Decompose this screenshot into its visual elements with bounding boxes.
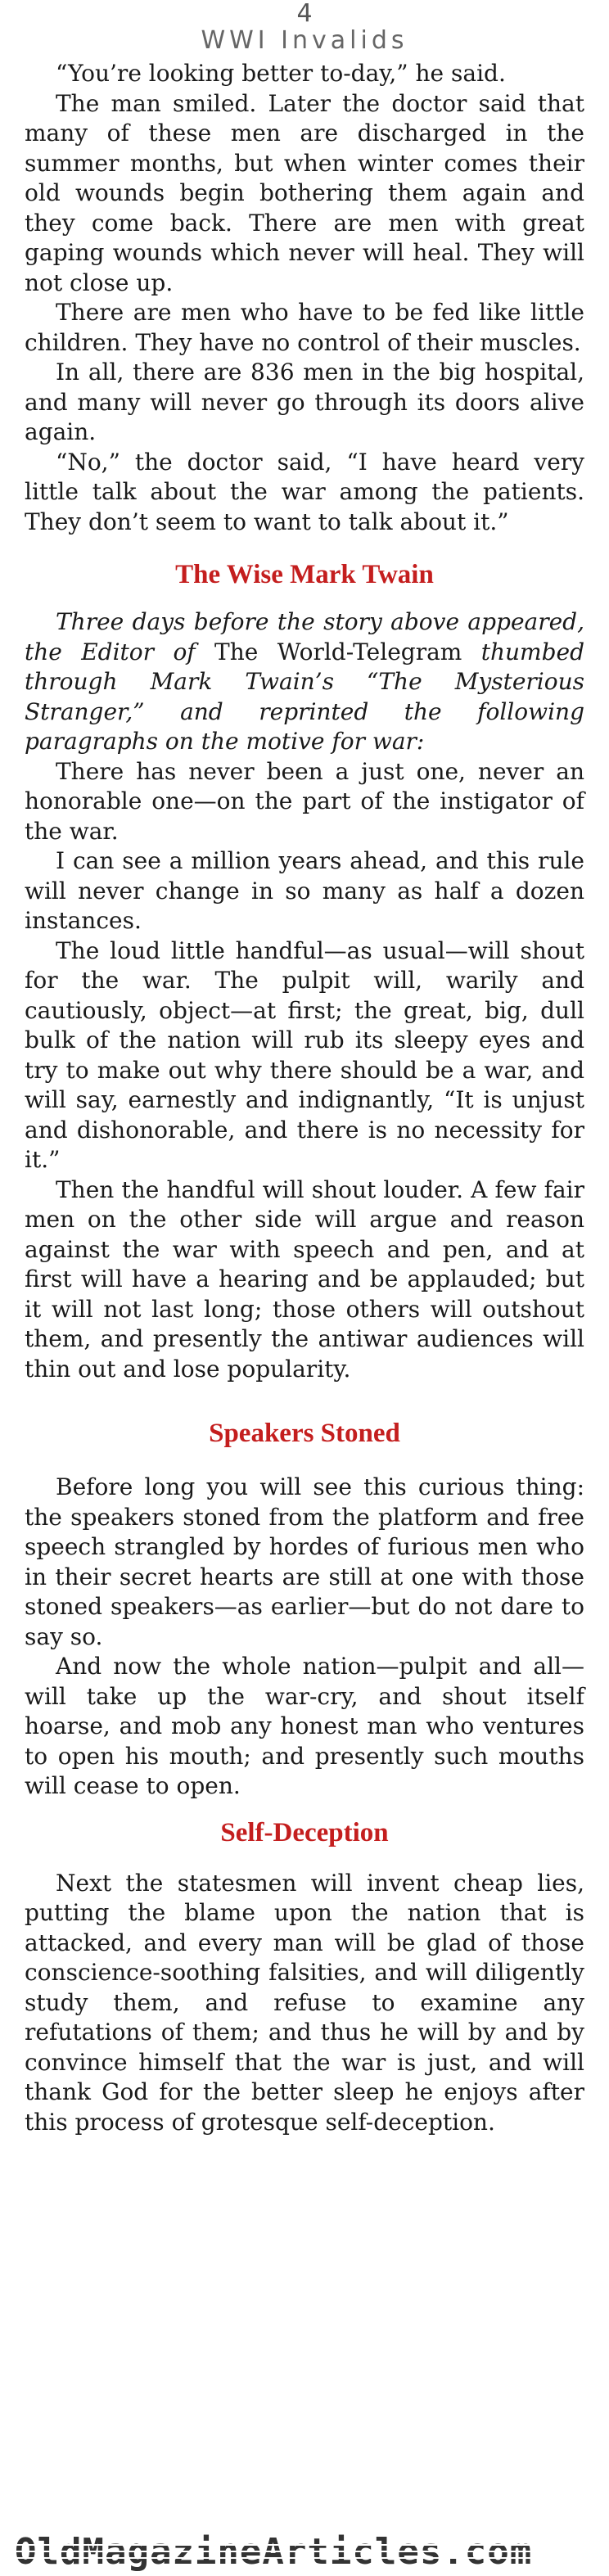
quote-paragraph: The loud little handful—as usual—will shout for the war. The pulpit will, warily and cautiously, object—at first; the great, big, dull bulk of the nation will rub its sleepy eyes and try to make out why there should be a war, and will say, earnestly and indignantly, “It is unjust and dishonorable, and there is no necessity for it.” [25, 936, 584, 1173]
lead-text-part1: Three days before the story above appeared, the Editor of [25, 608, 584, 665]
quote-paragraph: I can see a million years ahead, and this rule will never change in so many as half a dozen instances. [25, 847, 584, 934]
site-footer [0, 2529, 609, 2576]
speakers-stoned-section [25, 1473, 584, 1802]
intro-paragraph: “You’re looking better to-day,” he said. [56, 60, 506, 87]
intro-paragraph: The man smiled. Later the doctor said that many of these men are discharged in the summer months, but when winter comes their old wounds begin bothering them again and they come back. There are men with great gaping wounds which never will heal. They will not close up. [25, 89, 584, 296]
mark-twain-section [25, 607, 584, 1384]
section-heading-self-deception: Self-Deception [220, 1817, 389, 1847]
site-name-wordmark [15, 2529, 532, 2575]
wordmark-stripe [0, 2557, 609, 2559]
quote-paragraph: And now the whole nation—pulpit and all—will take up the war-cry, and shout itself hoarse, and mob any honest man who ventures to open his mouth; and presently such mouths will cease to open. [25, 1653, 584, 1799]
intro-section [25, 59, 584, 537]
quote-paragraph: Next the statesmen will invent cheap lies, putting the blame upon the nation that is attacked, and every man will be glad of those conscience-soothing falsities, and will diligently study them, and refuse to examine any refutations of them; and thus he will by and by convince himself that the war is just, and will thank God for the better sleep he enjoys after this process of grotesque self-deception. [25, 1869, 584, 2136]
article-page [25, 0, 584, 2137]
quote-paragraph: There has never been a just one, never an honorable one—on the part of the instigator of the war. [25, 757, 584, 845]
page-title: WWI Invalids [201, 26, 408, 55]
wordmark-stripe [0, 2544, 609, 2546]
lead-text-part2: thumbed through Mark Twain’s “The Mysterious Stranger,” and reprinted the following paragraphs on the motive for war: [25, 638, 584, 755]
quote-paragraph: Before long you will see this curious thing: the speakers stoned from the platform and free speech strangled by hordes of furious men who in their secret hearts are still at one with those stoned speakers—as earlier—but do not dare to say so. [25, 1473, 584, 1650]
quote-paragraph: Then the handful will shout louder. A few fair men on the other side will argue and reason against the war with speech and pen, and at first will have a hearing and be applauded; but it will not last long; those others will outshout them, and presently the antiwar audiences will thin out and lose popularity. [25, 1175, 584, 1383]
page-number: 4 [296, 0, 313, 28]
wordmark-stripe [0, 2551, 609, 2552]
section-heading-mark-twain: The Wise Mark Twain [175, 560, 434, 589]
intro-paragraph: There are men who have to be fed like little children. They have no control of their muscles. [25, 299, 584, 356]
section-heading-speakers-stoned: Speakers Stoned [209, 1419, 400, 1448]
lead-paragraph [25, 607, 584, 757]
self-deception-section [25, 1869, 584, 2138]
intro-paragraph: “No,” the doctor said, “I have heard very little talk about the war among the patients. They don’t seem to want to talk about it.” [25, 448, 584, 535]
newspaper-name: The World-Telegram [214, 638, 462, 665]
intro-paragraph: In all, there are 836 men in the big hospital, and many will never go through its doors alive again. [25, 359, 584, 445]
